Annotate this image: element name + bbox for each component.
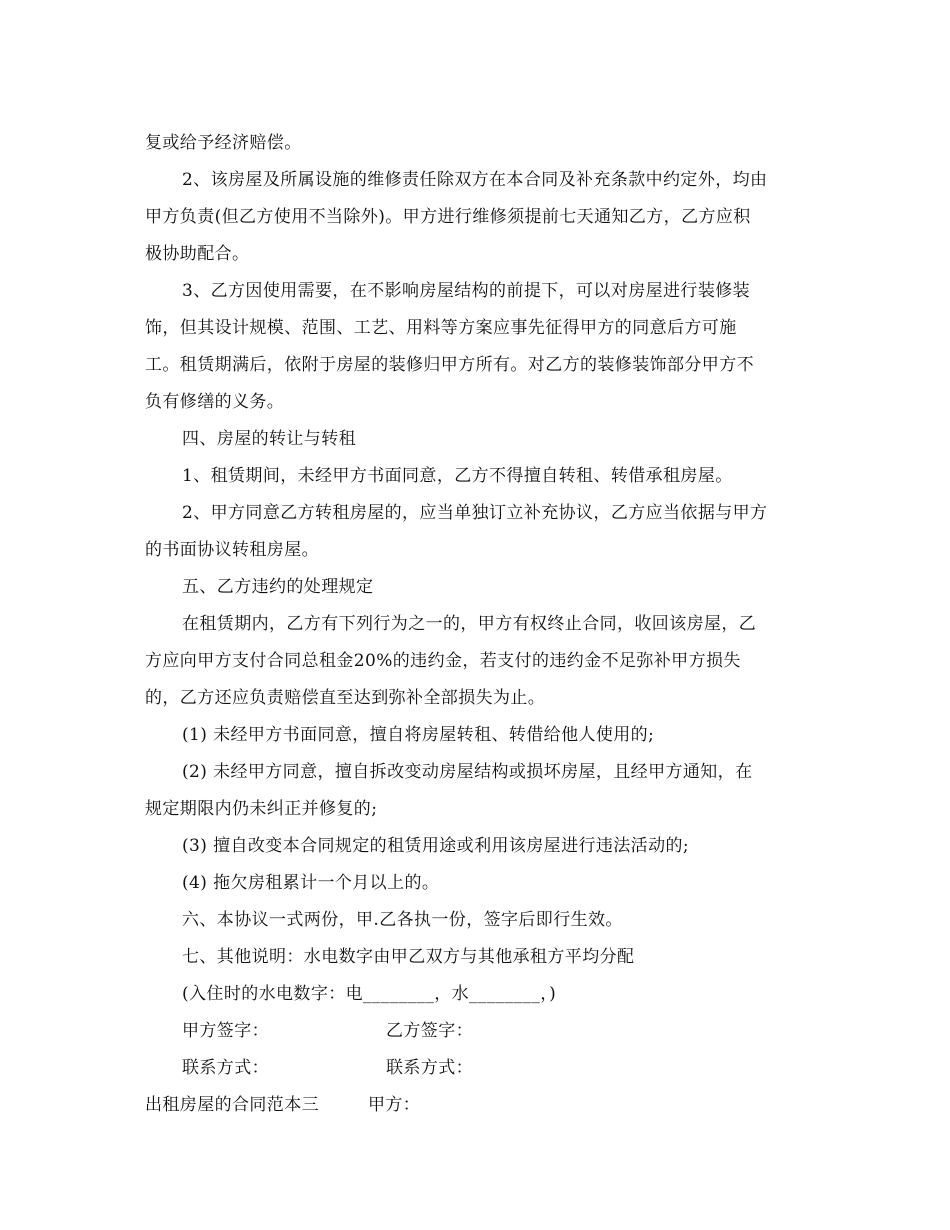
section-heading-7: 七、其他说明：水电数字由甲乙双方与其他承租方平均分配 — [182, 947, 635, 967]
text-line: 的书面协议转租房屋。 — [145, 540, 319, 560]
party-b-contact-label: 联系方式： — [386, 1058, 473, 1078]
text-line: 饰，但其设计规模、范围、工艺、用料等方案应事先征得甲方的同意后方可施 — [145, 318, 737, 338]
clause-5-2: (2) 未经甲方同意，擅自拆改变动房屋结构或损坏房屋，且经甲方通知，在 — [182, 762, 753, 782]
clause-3-2: 2、该房屋及所属设施的维修责任除双方在本合同及补充条款中约定外，均由 — [182, 170, 768, 190]
clause-3-3: 3、乙方因使用需要，在不影响房屋结构的前提下，可以对房屋进行装修装 — [182, 281, 751, 301]
next-contract-title: 出租房屋的合同范本三 — [145, 1095, 319, 1115]
text-line: 甲方负责(但乙方使用不当除外)。甲方进行维修须提前七天通知乙方，乙方应积 — [145, 207, 751, 227]
clause-5-3: (3) 擅自改变本合同规定的租赁用途或利用该房屋进行违法活动的; — [182, 836, 690, 856]
party-b-signature-label: 乙方签字： — [386, 1021, 473, 1041]
section-heading-6: 六、本协议一式两份，甲.乙各执一份，签字后即行生效。 — [182, 910, 623, 930]
clause-5-intro: 在租赁期内，乙方有下列行为之一的，甲方有权终止合同，收回该房屋，乙 — [182, 614, 757, 634]
text-line: 复或给予经济赔偿。 — [145, 133, 302, 153]
text-line: 的，乙方还应负责赔偿直至达到弥补全部损失为止。 — [145, 688, 546, 708]
text-line: 工。租赁期满后，依附于房屋的装修归甲方所有。对乙方的装修装饰部分甲方不 — [145, 355, 754, 375]
section-heading-5: 五、乙方违约的处理规定 — [182, 577, 374, 597]
clause-5-1: (1) 未经甲方书面同意，擅自将房屋转租、转借给他人使用的; — [182, 725, 655, 745]
next-contract-party-a: 甲方： — [368, 1095, 421, 1115]
clause-4-2: 2、甲方同意乙方转租房屋的，应当单独订立补充协议，乙方应当依据与甲方 — [182, 503, 768, 523]
text-line: 负有修缮的义务。 — [145, 392, 285, 412]
signature-row — [182, 1020, 862, 1042]
section-heading-4: 四、房屋的转让与转租 — [182, 429, 356, 449]
party-a-contact-label: 联系方式： — [182, 1058, 269, 1078]
contact-row — [182, 1057, 862, 1079]
clause-5-4: (4) 拖欠房租累计一个月以上的。 — [182, 873, 440, 893]
clause-4-1: 1、租赁期间，未经甲方书面同意，乙方不得擅自转租、转借承租房屋。 — [182, 466, 733, 486]
text-line: 方应向甲方支付合同总租金20%的违约金，若支付的违约金不足弥补甲方损失 — [145, 651, 741, 671]
next-contract-row — [145, 1094, 825, 1116]
text-line: 极协助配合。 — [145, 244, 250, 264]
party-a-signature-label: 甲方签字： — [182, 1021, 269, 1041]
text-line: 规定期限内仍未纠正并修复的; — [145, 799, 378, 819]
utility-readings: (入住时的水电数字：电________，水________，) — [182, 984, 557, 1004]
